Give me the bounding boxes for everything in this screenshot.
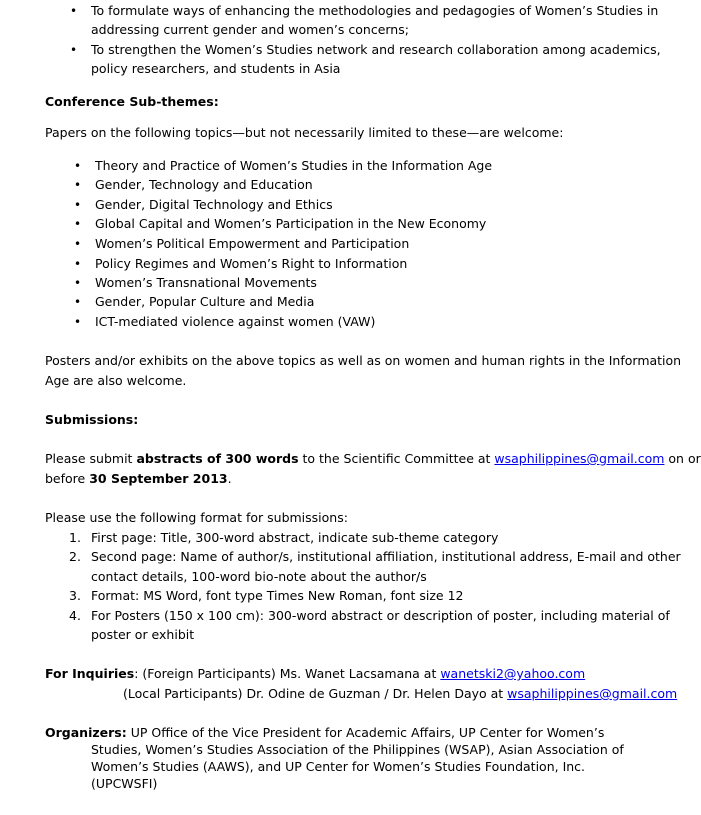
list-number: 3. — [69, 588, 81, 603]
subtheme-item: Gender, Technology and Education — [95, 177, 313, 192]
objective-line: policy researchers, and students in Asia — [91, 61, 341, 76]
bullet-icon: • — [74, 315, 82, 329]
email-link[interactable]: wanetski2@yahoo.com — [440, 666, 586, 681]
format-item-line: contact details, 100-word bio-note about the author/s — [91, 569, 427, 584]
text: (Local Participants) Dr. Odine de Guzman / Dr. Helen Dayo at — [123, 686, 508, 701]
bullet-icon: • — [74, 198, 82, 212]
subthemes-intro: Papers on the following topics—but not necessarily limited to these—are welcome: — [45, 125, 564, 140]
text: on or — [664, 451, 701, 466]
text: : (Foreign Participants) Ms. Wanet Lacsamana at — [134, 666, 441, 681]
deadline: 30 September 2013 — [89, 471, 228, 486]
subtheme-item: ICT-mediated violence against women (VAW) — [95, 314, 376, 329]
format-item-line: For Posters (150 x 100 cm): 300-word abstract or description of poster, including material of — [91, 608, 670, 623]
format-item-line: Format: MS Word, font type Times New Roman, font size 12 — [91, 588, 464, 603]
subtheme-item: Global Capital and Women’s Participation in the New Economy — [95, 216, 487, 231]
bullet-icon: • — [74, 257, 82, 271]
bullet-icon: • — [70, 4, 78, 18]
format-item-line: First page: Title, 300-word abstract, indicate sub-theme category — [91, 530, 499, 545]
list-number: 2. — [69, 549, 81, 564]
bullet-icon: • — [74, 276, 82, 290]
bullet-icon: • — [74, 217, 82, 231]
subtheme-item: Gender, Digital Technology and Ethics — [95, 197, 333, 212]
inquiries-line — [123, 686, 677, 702]
organizers-line: Women’s Studies (AAWS), and UP Center for Women’s Studies Foundation, Inc. — [91, 759, 586, 774]
format-intro: Please use the following format for submissions: — [45, 510, 348, 525]
organizers-line: (UPCWSFI) — [91, 776, 158, 791]
email-link[interactable]: wsaphilippines@gmail.com — [494, 451, 665, 466]
objective-line: To strengthen the Women’s Studies network and research collaboration among academics, — [91, 42, 661, 57]
subtheme-item: Women’s Transnational Movements — [95, 275, 317, 290]
text: UP Office of the Vice President for Academic Affairs, UP Center for Women’s — [126, 725, 605, 740]
subthemes-heading: Conference Sub-themes: — [45, 94, 219, 109]
bullet-icon: • — [74, 178, 82, 192]
bullet-icon: • — [74, 295, 82, 309]
organizers-line — [45, 725, 604, 741]
email-link[interactable]: wsaphilippines@gmail.com — [507, 686, 678, 701]
organizers-label: Organizers: — [45, 725, 127, 740]
bullet-icon: • — [70, 43, 78, 57]
inquiries-label: For Inquiries — [45, 666, 135, 681]
inquiries-line — [45, 666, 585, 682]
text: before — [45, 471, 90, 486]
bullet-icon: • — [74, 159, 82, 173]
subtheme-item: Policy Regimes and Women’s Right to Information — [95, 256, 408, 271]
objective-line: addressing current gender and women’s concerns; — [91, 22, 409, 37]
text: to the Scientific Committee at — [298, 451, 495, 466]
format-item-line: poster or exhibit — [91, 627, 195, 642]
subtheme-item: Women’s Political Empowerment and Participation — [95, 236, 410, 251]
bullet-icon: • — [74, 237, 82, 251]
subtheme-item: Gender, Popular Culture and Media — [95, 294, 315, 309]
posters-line: Posters and/or exhibits on the above topics as well as on women and human rights in the Information — [45, 353, 682, 368]
submissions-paragraph-line — [45, 471, 232, 487]
subtheme-item: Theory and Practice of Women’s Studies in the Information Age — [95, 158, 493, 173]
text: Please submit — [45, 451, 137, 466]
text: . — [227, 471, 232, 486]
submissions-heading: Submissions: — [45, 412, 139, 427]
format-item-line: Second page: Name of author/s, institutional affiliation, institutional address, E-mail and other — [91, 549, 681, 564]
objective-line: To formulate ways of enhancing the methodologies and pedagogies of Women’s Studies in — [91, 3, 659, 18]
organizers-line: Studies, Women’s Studies Association of the Philippines (WSAP), Asian Association of — [91, 742, 624, 757]
abstract-length: abstracts of 300 words — [136, 451, 299, 466]
posters-line: Age are also welcome. — [45, 373, 187, 388]
submissions-paragraph-line — [45, 451, 701, 467]
list-number: 4. — [69, 608, 81, 623]
list-number: 1. — [69, 530, 81, 545]
